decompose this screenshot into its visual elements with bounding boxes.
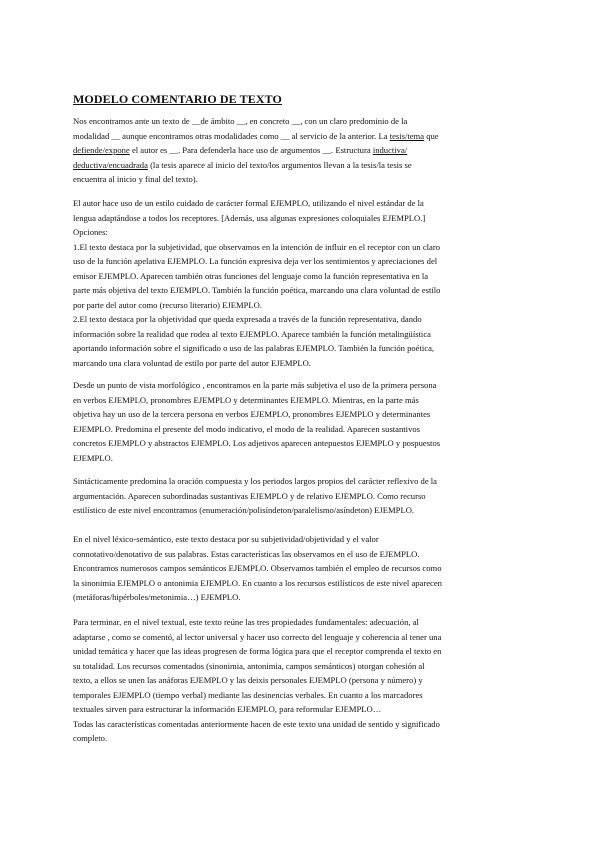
text-line: Nos encontramos ante un texto de __de ámbito __, en concreto __, con un claro predominio de la — [73, 116, 408, 126]
text-line: El autor hace uso de un estilo cuidado de carácter formal EJEMPLO, utilizando el nivel estándar de la — [73, 198, 424, 208]
text-line: Todas las características comentadas anteriormente hacen de este texto una unidad de sentido y significado — [73, 718, 440, 729]
text-line: EJEMPLO. Predomina el presente del modo indicativo, el modo de la realidad. Aparecen sustantivos — [73, 423, 421, 434]
text-line — [73, 143, 533, 158]
lexical-semantic-paragraph — [73, 532, 533, 605]
text-line: (metáforas/hipérboles/metonimia…) EJEMPLO. — [73, 592, 241, 602]
text-line: Opciones: — [73, 227, 108, 237]
underlined-term: tesis/tema — [389, 130, 425, 141]
text-span: el autor es __. Para defenderla hace uso de argumentos __. Estructura — [129, 145, 373, 155]
underlined-term: deductiva/encuadrada — [73, 159, 148, 170]
text-line: por parte del autor como (recurso literario) EJEMPLO. — [73, 299, 262, 310]
style-paragraph — [73, 196, 533, 370]
text-line: Sintácticamente predomina la oración compuesta y los periodos largos propios del carácter reflexivo de la — [73, 476, 437, 486]
intro-paragraph — [73, 114, 533, 187]
text-line: En el nivel léxico-semántico, este texto destaca por su subjetividad/objetividad y el valor — [73, 534, 379, 544]
text-line: Encontramos numerosos campos semánticos EJEMPLO. Observamos también el empleo de recursos como — [73, 563, 442, 573]
text-span: que — [424, 130, 439, 141]
text-line: la sinonimia EJEMPLO o antonimia EJEMPLO. En cuanto a los recursos estilísticos de este nivel aparecen — [73, 577, 442, 588]
text-line: connotativo/denotativo de sus palabras. Estas características las observamos en el uso de EJEMPLO. — [73, 548, 420, 559]
text-line: lengua adaptándose a todos los receptores. [Además, usa algunas expresiones coloquiales EJEMPLO.] — [73, 212, 426, 223]
text-line: Para terminar, en el nivel textual, este texto reúne las tres propiedades fundamentales: adecuación, al — [73, 617, 419, 627]
text-line: EJEMPLO. — [73, 452, 113, 463]
underlined-term: inductiva/ — [372, 145, 408, 155]
text-line — [73, 158, 533, 173]
text-line: emisor EJEMPLO. Aparecen también otras funciones del lenguaje como la función representativa en la — [73, 270, 429, 281]
text-line: 2.El texto destaca por la objetividad que queda expresada a través de la función representativa, dando — [73, 314, 422, 324]
text-line: encuentra al inicio y final del texto). — [73, 174, 198, 184]
text-line: información sobre la realidad que rodea al texto EJEMPLO. Aparece también la función metalingüística — [73, 328, 431, 339]
text-line: argumentación. Aparecen subordinadas sustantivas EJEMPLO y de relativo EJEMPLO. Como recurso — [73, 490, 426, 501]
text-line: 1.El texto destaca por la subjetividad, que observamos en la intención de influir en el receptor con un claro — [73, 241, 441, 252]
underlined-term: defiende/expone — [73, 145, 130, 155]
text-line: parte más objetiva del texto EJEMPLO. También la función poética, marcando una clara voluntad de estilo — [73, 285, 441, 295]
morphology-paragraph — [73, 378, 533, 465]
text-line: marcando una clara voluntad de estilo por parte del autor EJEMPLO. — [73, 357, 311, 368]
text-line: objetiva hay un uso de la tercera persona en verbos EJEMPLO, pronombres EJEMPLO y determinantes — [73, 409, 431, 419]
text-line: concretos EJEMPLO y abstractos EJEMPLO. Los adjetivos aparecen antepuestos EJEMPLO y pospuestos — [73, 438, 441, 448]
text-span: (la tesis aparece al inicio del texto/los argumentos llevan a la tesis/la tesis se — [147, 159, 412, 170]
document-title: MODELO COMENTARIO DE TEXTO — [73, 92, 282, 106]
text-line: su totalidad. Los recursos comentados (sinonimia, antonimia, campos semánticos) otorgan cohesión al — [73, 660, 425, 671]
text-line — [73, 129, 533, 144]
syntax-paragraph — [73, 474, 533, 518]
text-span: modalidad __ aunque encontramos otras modalidades como __ al servicio de la anterior. La — [73, 130, 390, 141]
text-line: textuales sirven para estructurar la información EJEMPLO, para reformular EJEMPLO… — [73, 704, 382, 714]
text-line: unidad temática y hacer que las ideas progresen de forma lógica para que el receptor comprenda el texto en — [73, 646, 442, 656]
text-line: completo. — [73, 733, 108, 743]
text-line: en verbos EJEMPLO, pronombres EJEMPLO y determinantes EJEMPLO. Mientras, en la parte más — [73, 394, 419, 405]
text-line: temporales EJEMPLO (tiempo verbal) mediante las desinencias verbales. En cuanto a los marcadores — [73, 689, 423, 700]
text-line: uso de la función apelativa EJEMPLO. La función expresiva deja ver los sentimientos y apreciaciones del — [73, 256, 438, 266]
text-line: Desde un punto de vista morfológico , encontramos en la parte más subjetiva el uso de la primera persona — [73, 380, 437, 390]
text-line: texto, a ellos se unen las anáforas EJEMPLO y las deixis personales EJEMPLO (persona y número) y — [73, 675, 423, 685]
text-line: estilístico de este nivel encontramos (enumeración/polisíndeton/paralelismo/asíndeton) EJEMPLO. — [73, 505, 415, 515]
text-line: adaptarse , como se comentó, al lector universal y hacer uso correcto del lenguaje y coherencia al tener una — [73, 631, 442, 642]
text-line: aportando información sobre el significado o uso de las palabras EJEMPLO. También la función poética, — [73, 343, 435, 353]
textual-level-paragraph — [73, 615, 533, 746]
